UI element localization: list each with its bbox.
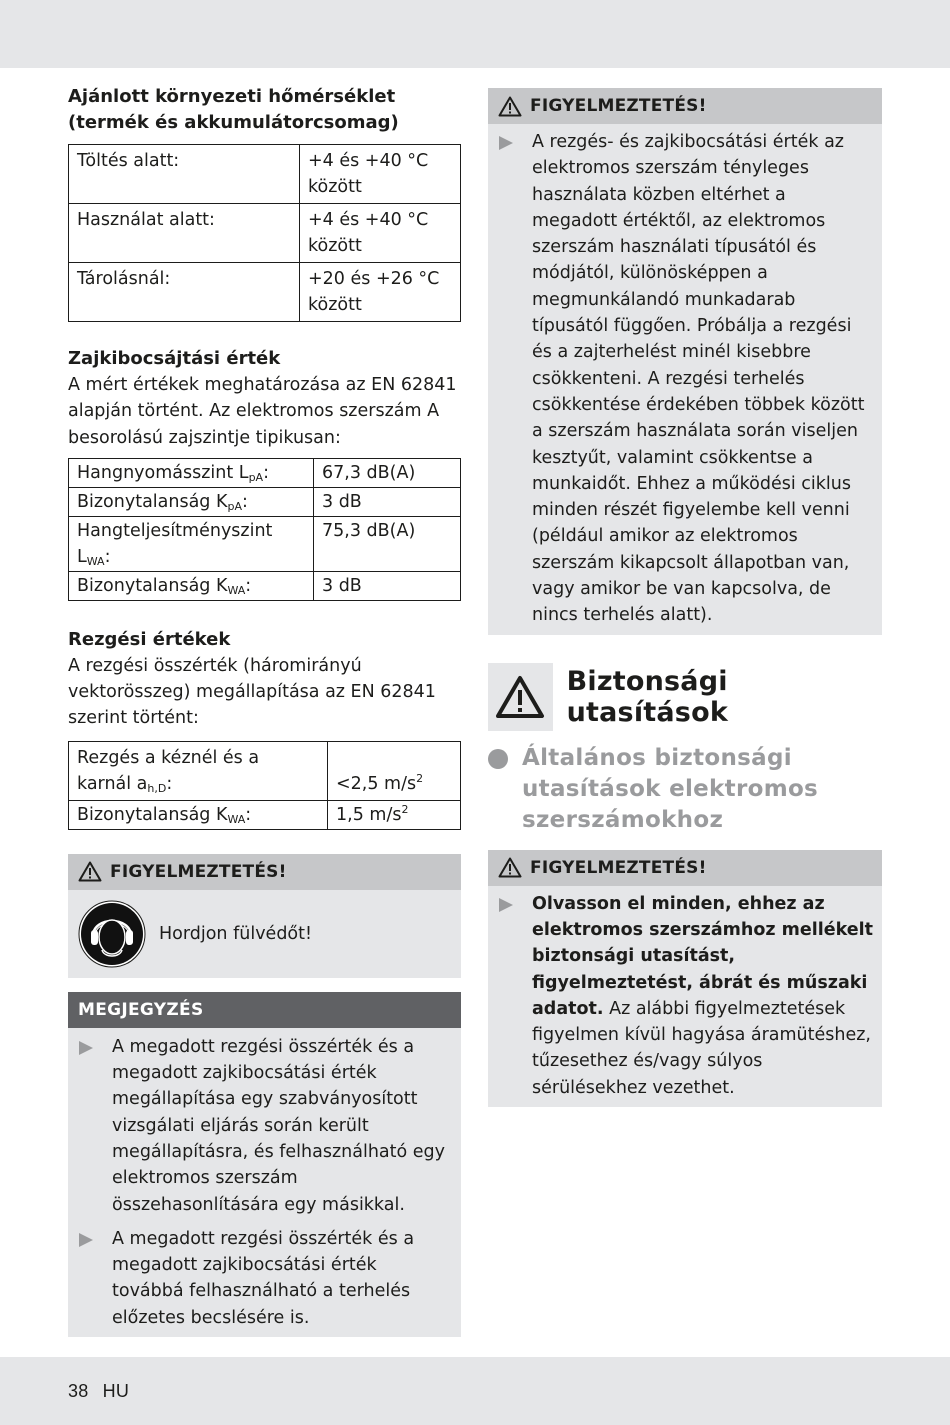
safety-warning-text: Az alábbi figyelmeztetések figyelmen kívül hagyása áramütéshez, tűzesethez és/vagy súlyos sérülésekhez vezethet. (532, 998, 871, 1098)
bullet-triangle-icon (498, 129, 532, 629)
table-cell-label: Bizonytalanság $K_{WA}$: (69, 571, 314, 600)
hearing-warning-box (68, 854, 461, 978)
warning-header-label: FIGYELMEZTETÉS! (530, 857, 707, 878)
table-row (69, 458, 461, 487)
table-cell-value: 3 dB (314, 487, 461, 516)
warning-triangle-icon (78, 861, 102, 882)
table-row (69, 204, 461, 263)
table-cell-label: Rezgés a kéznél és a karnál $a_{h,D}$: (69, 741, 328, 800)
list-item: A rezgés- és zajkibocsátási érték az elektromos szerszám tényleges használata közben eltérhet a megadott értéktől, az elektromos szerszám használati típusától és módjától, különösképpen a megmunkálandó munkadarab típusától függően. Próbálja a rezgési és a zajterhelést minél kisebbre csökkenteni. A rezgési terhelés csökkentése érdekében többek között a szerszám használata során viseljen kesztyűt, valamint csökkentse a munkaidőt. Ehhez a működési ciklus minden részét figyelembe kell venni (például amikor az elektromos szerszám kikapcsolt állapotban van, vagy amikor be van kapcsolva, de nincs terhelés alatt). (488, 129, 882, 629)
bullet-triangle-icon (78, 1226, 112, 1331)
warning-header (488, 88, 882, 124)
warning-header-label: FIGYELMEZTETÉS! (110, 861, 287, 882)
warning-triangle-icon (498, 857, 522, 878)
temperature-heading (68, 84, 461, 136)
table-cell-label: Tárolásnál: (69, 263, 300, 322)
vibration-warning-box (488, 88, 882, 635)
language-code: HU (102, 1381, 130, 1401)
table-cell-value: <2,5 $m/s^2$ (328, 741, 461, 800)
warning-triangle-icon (498, 96, 522, 117)
table-cell-label: Bizonytalanság $K_{pA}$: (69, 487, 314, 516)
safety-warning-icon-box (488, 663, 553, 731)
list-item: A megadott rezgési összérték és a megadott zajkibocsátási érték továbbá felhasználható a terhelés előzetes becslésére is. (68, 1226, 461, 1331)
note-header: MEGJEGYZÉS (68, 992, 461, 1028)
page-title: Biztonsági utasítások (566, 665, 728, 728)
top-band (0, 0, 950, 68)
bullet-dot-icon (488, 749, 508, 769)
table-row (69, 487, 461, 516)
vibration-heading: Rezgési értékek (68, 628, 231, 650)
warning-header (488, 850, 882, 886)
table-row (69, 571, 461, 600)
page-footer (68, 1381, 129, 1402)
temperature-table (68, 144, 461, 322)
vibration-warning-body (488, 124, 882, 635)
safety-warning-bold-text: Olvasson el minden, ehhez az elektromos szerszámhoz mellékelt biztonsági utasítást, figyelmeztetést, ábrát és műszaki adatot. (532, 893, 874, 1019)
warning-header (68, 854, 461, 890)
hearing-warning-text: Hordjon fülvédőt! (159, 923, 313, 944)
table-cell-value: +4 és +40 °C között (300, 145, 461, 204)
table-cell-value: +4 és +40 °C között (300, 204, 461, 263)
table-cell-value: 75,3 dB(A) (314, 516, 461, 571)
warning-triangle-icon (495, 675, 545, 719)
table-cell-label: Bizonytalanság $K_{WA}$: (69, 800, 328, 829)
table-row (69, 145, 461, 204)
page-number: 38 (68, 1381, 89, 1401)
table-cell-label: Töltés alatt: (69, 145, 300, 204)
bullet-triangle-icon (78, 1034, 112, 1218)
list-item: A megadott rezgési összérték és a megadott zajkibocsátási érték megállapítása egy szabványosított vizsgálati eljárás során került megállapításra, és felhasználható egy elektromos szerszám összehasonlítására egy másikkal. (68, 1034, 461, 1218)
table-cell-value: 67,3 dB(A) (314, 458, 461, 487)
ear-protection-icon (78, 900, 146, 968)
vibration-intro: A rezgési összérték (háromirányú vektorösszeg) megállapítása az EN 62841 szerint történt: (68, 655, 436, 729)
note-box (68, 992, 461, 1337)
vibration-table (68, 741, 461, 830)
table-row (69, 263, 461, 322)
table-cell-value: 1,5 $m/s^2$ (328, 800, 461, 829)
bullet-triangle-icon (498, 891, 532, 1101)
table-cell-label: Hangnyomásszint $L_{pA}$: (69, 458, 314, 487)
safety-warning-box (488, 850, 882, 1107)
right-column (488, 88, 882, 1107)
bottom-band (0, 1357, 950, 1425)
noise-table (68, 458, 461, 601)
warning-header-label: FIGYELMEZTETÉS! (530, 96, 707, 116)
table-row (69, 800, 461, 829)
note-body (68, 1028, 461, 1337)
temperature-heading-line2: (termék és akkumulátorcsomag) (68, 112, 399, 133)
table-row (69, 741, 461, 800)
noise-intro: A mért értékek meghatározása az EN 62841 alapján történt. Az elektromos szerszám A besorolású zajszintje tipikusan: (68, 375, 457, 448)
noise-heading: Zajkibocsájtási érték (68, 348, 281, 369)
safety-warning-body (488, 886, 882, 1107)
table-cell-label: Hangteljesítményszint $L_{WA}$: (69, 516, 314, 571)
table-cell-value: +20 és +26 °C között (300, 263, 461, 322)
table-row (69, 516, 461, 571)
safety-title-row (488, 663, 882, 731)
safety-subheading: Általános biztonsági utasítások elektromos szerszámokhoz (488, 743, 882, 836)
left-column (68, 84, 461, 1337)
hearing-warning-body (68, 890, 461, 978)
list-item (488, 891, 882, 1101)
table-cell-value: 3 dB (314, 571, 461, 600)
table-cell-label: Használat alatt: (69, 204, 300, 263)
temperature-heading-line1: Ajánlott környezeti hőmérséklet (68, 86, 396, 107)
